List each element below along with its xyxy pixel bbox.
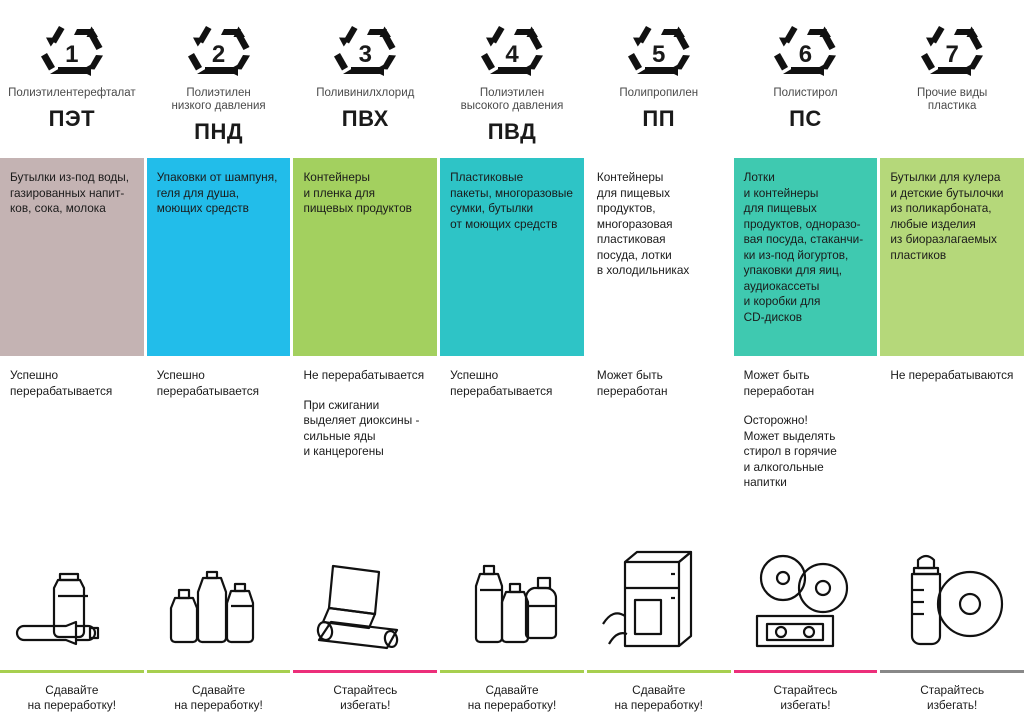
note-paragraph: Не перерабатывается <box>303 368 425 382</box>
recycling-triangle-icon <box>914 24 990 82</box>
symbol-block <box>880 0 1024 158</box>
polymer-full-name: Поливинилхлорид <box>316 87 415 99</box>
note-paragraph: Осторожно! Может выделять стирол в горячие и алкогольные напитки <box>743 413 837 489</box>
recommendation-text: Сдавайте на переработку! <box>27 682 117 712</box>
recommendation-text: Старайтесь избегать! <box>920 682 985 712</box>
resin-code-number: 4 <box>505 41 519 68</box>
recycling-note <box>147 356 291 540</box>
polymer-full-name: Полиэтилен низкого давления <box>171 87 266 112</box>
detergent-bottles-icon <box>440 540 584 670</box>
usage-description: Контейнеры для пищевых продуктов, многоразовая пластиковая посуда, лотки в холодильниках <box>587 158 731 356</box>
note-paragraph: Успешно перерабатывается <box>10 368 113 398</box>
recycling-triangle-icon <box>474 24 550 82</box>
symbol-block <box>293 0 437 158</box>
recycling-triangle-icon <box>327 24 403 82</box>
plastic-column-6 <box>734 0 881 722</box>
recommendation-text: Сдавайте на переработку! <box>174 682 263 712</box>
recycling-triangle-icon <box>34 24 110 82</box>
recommendation-footer <box>147 670 291 722</box>
recommendation-footer <box>0 670 144 722</box>
shampoo-bottles-icon <box>147 540 291 670</box>
bottles-icon <box>0 540 144 670</box>
symbol-block <box>147 0 291 158</box>
recycling-note <box>440 356 584 540</box>
recommendation-footer <box>293 670 437 722</box>
usage-description: Лотки и контейнеры для пищевых продуктов, одноразо- вая посуда, стаканчи- ки из-под йогуртов, упаковки для яиц, аудиокассеты и коробки для CD-дисков <box>734 158 878 356</box>
polymer-abbreviation: ПВХ <box>341 106 389 131</box>
symbol-block <box>440 0 584 158</box>
recycling-note <box>293 356 437 540</box>
usage-description: Контейнеры и пленка для пищевых продуктов <box>293 158 437 356</box>
polymer-full-name: Прочие виды пластика <box>917 87 988 112</box>
polymer-full-name: Полиэтилен высокого давления <box>460 87 564 112</box>
note-paragraph: Успешно перерабатывается <box>450 368 553 398</box>
recommendation-footer <box>587 670 731 722</box>
recommendation-text: Старайтесь избегать! <box>773 682 838 712</box>
symbol-block <box>0 0 144 158</box>
polymer-full-name: Полистирол <box>773 87 838 99</box>
usage-description: Пластиковые пакеты, многоразовые сумки, бутылки от моющих средств <box>440 158 584 356</box>
note-paragraph: Может быть переработан <box>596 368 668 398</box>
film-roll-icon <box>293 540 437 670</box>
resin-code-number: 1 <box>65 41 79 68</box>
plastic-column-7 <box>880 0 1024 722</box>
resin-code-number: 7 <box>945 41 959 68</box>
resin-code-number: 6 <box>798 41 813 68</box>
note-paragraph: Может быть переработан <box>743 368 815 398</box>
note-paragraph: Не перерабатываются <box>890 368 1014 382</box>
recycling-triangle-icon <box>181 24 257 82</box>
resin-code-number: 5 <box>652 41 666 68</box>
baby-bottle-cd-icon <box>880 540 1024 670</box>
polymer-abbreviation: ПВД <box>487 119 537 144</box>
recycling-triangle-icon <box>767 24 843 82</box>
plastic-column-3 <box>293 0 440 722</box>
recycling-note <box>0 356 144 540</box>
symbol-block <box>587 0 731 158</box>
resin-code-number: 2 <box>211 41 226 68</box>
recycling-triangle-icon <box>621 24 697 82</box>
usage-description: Упаковки от шампуня, геля для душа, моющих средств <box>147 158 291 356</box>
recommendation-footer <box>880 670 1024 722</box>
plastic-column-1 <box>0 0 147 722</box>
usage-description: Бутылки из-под воды, газированных напит- ков, сока, молока <box>0 158 144 356</box>
polymer-abbreviation: ПНД <box>194 119 244 144</box>
recommendation-text: Старайтесь избегать! <box>333 682 398 712</box>
polymer-full-name: Полиэтилентерефталат <box>8 87 136 99</box>
recycling-note <box>880 356 1024 540</box>
recommendation-text: Сдавайте на переработку! <box>614 682 703 712</box>
polymer-full-name: Полипропилен <box>619 87 699 99</box>
plastic-column-4 <box>440 0 587 722</box>
fridge-icon <box>587 540 731 670</box>
recycling-note <box>587 356 731 540</box>
recommendation-text: Сдавайте на переработку! <box>467 682 557 712</box>
note-paragraph: Успешно перерабатывается <box>156 368 260 398</box>
polymer-abbreviation: ПС <box>789 106 822 131</box>
plastic-column-5 <box>587 0 734 722</box>
polymer-abbreviation: ПП <box>642 106 676 131</box>
cassette-cd-icon <box>734 540 878 670</box>
recommendation-footer <box>734 670 878 722</box>
plastic-column-2 <box>147 0 294 722</box>
resin-code-number: 3 <box>358 41 372 68</box>
symbol-block <box>734 0 878 158</box>
recommendation-footer <box>440 670 584 722</box>
note-paragraph: При сжигании выделяет диоксины - сильные яды и канцерогены <box>303 397 420 458</box>
recycling-note <box>734 356 878 540</box>
usage-description: Бутылки для кулера и детские бутылочки из поликарбоната, любые изделия из биоразлагаемых пластиков <box>880 158 1024 356</box>
polymer-abbreviation: ПЭТ <box>48 106 96 131</box>
